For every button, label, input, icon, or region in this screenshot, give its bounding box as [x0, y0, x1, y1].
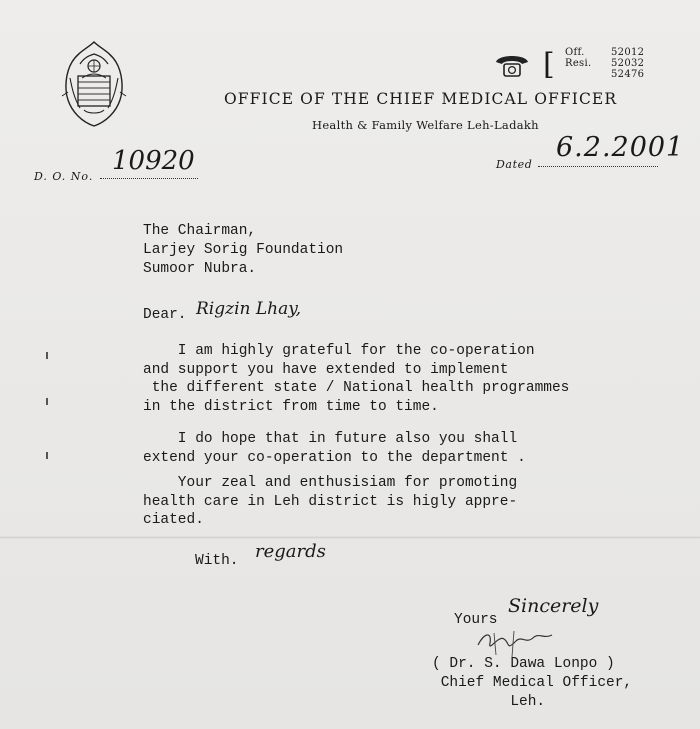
dated-dotted-line [538, 166, 658, 167]
do-number-label: D. O. No. [34, 170, 94, 183]
phone-label-office: Off. [565, 47, 585, 58]
yours-label: Yours [454, 612, 498, 628]
body-paragraph-2: I do hope that in future also you shall extend your co-operation to the department . [143, 431, 526, 466]
recipient-line: The Chairman, [143, 223, 257, 239]
date-handwritten: 6.2.2001 [556, 132, 685, 163]
closing-regards-handwritten: regards [255, 541, 326, 562]
phone-number: 52012 [611, 47, 645, 58]
salutation-label: Dear. [143, 307, 187, 323]
body-paragraph-3: Your zeal and enthusisiam for promoting health care in Leh district is higly appre- ciated. [143, 475, 518, 528]
phone-numbers [611, 47, 644, 80]
yours-sincerely-handwritten: Sincerely [508, 595, 599, 617]
phone-number: 52476 [611, 69, 645, 80]
state-emblem-logo [58, 38, 130, 128]
telephone-icon [492, 50, 532, 80]
office-subtitle: Health & Family Welfare Leh-Ladakh [312, 118, 539, 132]
phone-bracket: [ [543, 47, 555, 82]
paper-fold [0, 536, 700, 539]
recipient-address [143, 222, 343, 279]
dated-label: Dated [496, 158, 533, 171]
margin-mark [46, 398, 48, 405]
signer-block: ( Dr. S. Dawa Lonpo ) Chief Medical Officer, Leh. [432, 656, 633, 710]
salutation-name-handwritten: Rigzin Lhay, [196, 299, 301, 319]
phone-label-residence: Resi. [565, 58, 592, 69]
closing-with-label: With. [195, 553, 239, 569]
margin-mark [46, 352, 48, 359]
recipient-line: Sumoor Nubra. [143, 261, 257, 277]
margin-mark [46, 452, 48, 459]
office-title: OFFICE OF THE CHIEF MEDICAL OFFICER [224, 90, 618, 108]
do-number-handwritten: 10920 [112, 146, 195, 176]
recipient-line: Larjey Sorig Foundation [143, 242, 344, 258]
phone-labels [565, 47, 591, 69]
body-paragraph-1: I am highly grateful for the co-operation and support you have extended to implement the different state / National health programmes in the district from time to time. [143, 343, 570, 415]
do-number-dotted-line [100, 178, 198, 179]
phone-number: 52032 [611, 58, 645, 69]
